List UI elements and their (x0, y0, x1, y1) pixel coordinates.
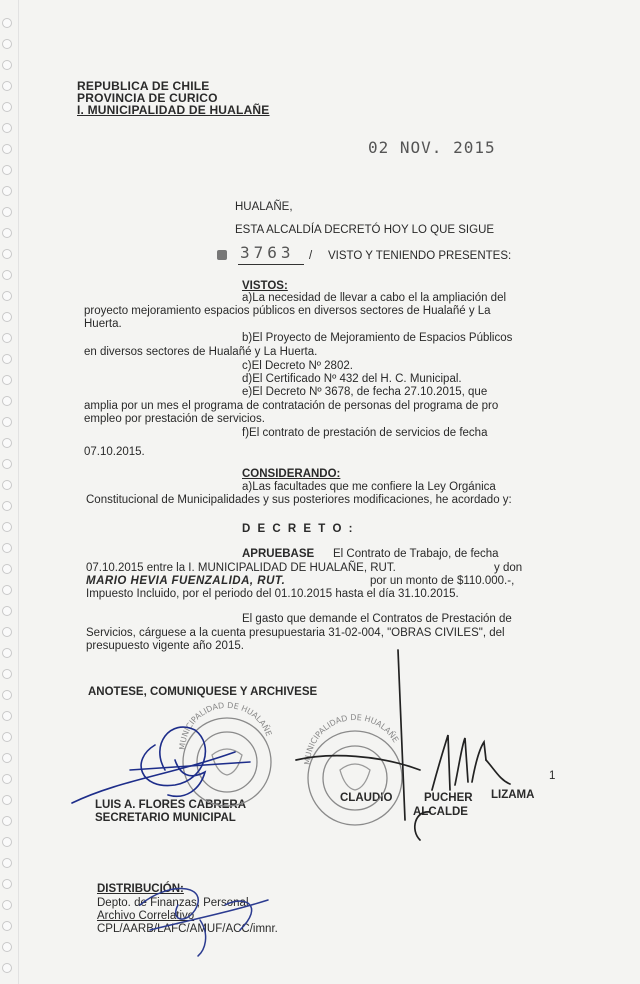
vistos-b2: en diversos sectores de Hualañé y La Huerta. (84, 346, 318, 358)
vistos-c: c)El Decreto Nº 2802. (242, 360, 353, 372)
header-republic: REPUBLICA DE CHILE (77, 79, 210, 93)
vistos-e1: e)El Decreto Nº 3678, de fecha 27.10.2015, que (242, 386, 488, 398)
decree-slash: / (309, 250, 313, 262)
vistos-e2: amplia por un mes el programa de contratación de personas del programa de pro (84, 400, 499, 412)
mayor-name-third: LIZAMA (491, 789, 535, 801)
decreto-title: D E C R E T O : (242, 523, 355, 535)
decreto-l2a: 07.10.2015 entre la I. MUNICIPALIDAD DE HUALAÑE, RUT. (86, 562, 396, 574)
vistos-e3: empleo por prestación de servicios. (84, 413, 265, 425)
decreto-l3: por un monto de $110.000.-, (370, 575, 515, 587)
secretary-seal-stamp (178, 701, 274, 806)
gasto-l2: Servicios, cárguese a la cuenta presupuestaria 31-02-004, "OBRAS CIVILES", del (86, 627, 505, 639)
vistos-title: VISTOS: (242, 280, 288, 292)
date-stamp: 02 NOV. 2015 (368, 138, 496, 157)
mayor-name-second: PUCHER (424, 792, 473, 804)
decreto-l2b: y don (494, 562, 523, 574)
considerando-l2: Constitucional de Municipalidades y sus posteriores modificaciones, he acordado y: (86, 494, 512, 506)
contractor-name: MARIO HEVIA FUENZALIDA, RUT. (86, 575, 286, 587)
city-line: HUALAÑE, (235, 201, 293, 213)
svg-text:MUNICIPALIDAD DE HUALAÑE (178, 701, 274, 750)
closing-line: ANOTESE, COMUNIQUESE Y ARCHIVESE (88, 686, 318, 698)
vistos-a2: proyecto mejoramiento espacios públicos en diversos sectores de Hualañé y La (84, 305, 491, 317)
visto-line: VISTO Y TENIENDO PRESENTES: (328, 250, 512, 262)
mayor-seal-stamp (303, 713, 402, 825)
secretary-name: LUIS A. FLORES CABRERA (95, 799, 246, 811)
header-municipality: I. MUNICIPALIDAD DE HUALAÑE (77, 103, 270, 117)
vistos-f1: f)El contrato de prestación de servicios de fecha (242, 427, 488, 439)
distribucion-l1: Depto. de Finanzas, Personal (97, 897, 249, 909)
distribucion-l3: CPL/AARB/LAFC/AMUF/ACC/imnr. (97, 923, 278, 935)
secretary-title: SECRETARIO MUNICIPAL (95, 812, 236, 824)
vistos-a3: Huerta. (84, 318, 122, 330)
vistos-b1: b)El Proyecto de Mejoramiento de Espacios Públicos (242, 332, 513, 344)
distribution-initials (140, 889, 268, 956)
mayor-title: ALCALDE (413, 806, 468, 818)
distribucion-title: DISTRIBUCIÓN: (97, 883, 184, 895)
vistos-f2: 07.10.2015. (84, 446, 145, 458)
header-province: PROVINCIA DE CURICO (77, 91, 218, 105)
intro-line: ESTA ALCALDÍA DECRETÓ HOY LO QUE SIGUE (235, 224, 495, 236)
decreto-l1: El Contrato de Trabajo, de fecha (333, 548, 499, 560)
mayor-signature (296, 650, 510, 840)
vistos-d: d)El Certificado Nº 432 del H. C. Municipal. (242, 373, 462, 385)
page-number: 1 (549, 770, 556, 782)
distribucion-l2: Archivo Correlativo (97, 910, 195, 922)
mayor-seal-text: MUNICIPALIDAD DE HUALAÑE (302, 712, 401, 766)
secretary-seal-text: MUNICIPALIDAD DE HUALAÑE (177, 700, 274, 751)
apruebase-label: APRUEBASE (242, 548, 315, 560)
gasto-l1: El gasto que demande el Contratos de Prestación de (242, 613, 512, 625)
decreto-l4: Impuesto Incluido, por el periodo del 01.10.2015 hasta el día 31.10.2015. (86, 588, 459, 600)
considerando-title: CONSIDERANDO: (242, 468, 341, 480)
vistos-a1: a)La necesidad de llevar a cabo el la ampliación del (242, 292, 507, 304)
decree-number: 3763 (240, 243, 295, 262)
gasto-l3: presupuesto vigente año 2015. (86, 640, 244, 652)
considerando-l1: a)Las facultades que me confiere la Ley Orgánica (242, 481, 496, 493)
mayor-name-first: CLAUDIO (340, 792, 393, 804)
